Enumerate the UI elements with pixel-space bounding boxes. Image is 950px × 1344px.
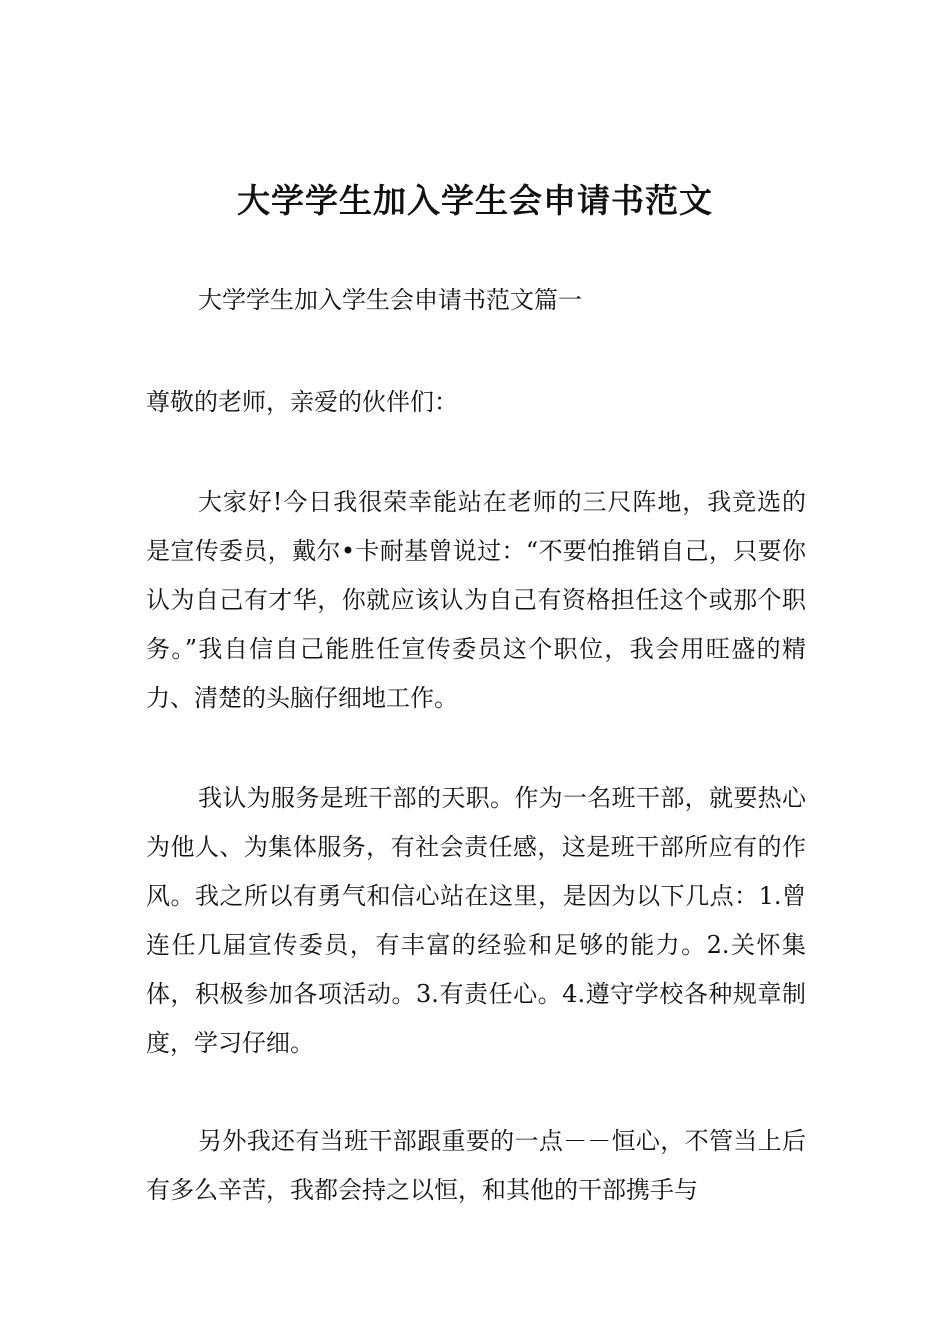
body-paragraph: 另外我还有当班干部跟重要的一点－－恒心，不管当上后有多么辛苦，我都会持之以恒，和其他的干部携手与 bbox=[146, 1127, 806, 1204]
body-paragraph: 大家好!今日我很荣幸能站在老师的三尺阵地，我竞选的是宣传委员，戴尔•卡耐基曾说过：“不要怕推销自己，只要你认为自己有才华，你就应该认为自己有资格担任这个或那个职务。”我自信自己能胜任宣传委员这个职位，我会用旺盛的精力、清楚的头脑仔细地工作。 bbox=[146, 488, 806, 712]
salutation: 尊敬的老师，亲爱的伙伴们： bbox=[146, 388, 458, 416]
section-subtitle: 大学学生加入学生会申请书范文篇一 bbox=[198, 286, 582, 314]
body-paragraph: 我认为服务是班干部的天职。作为一名班干部，就要热心为他人、为集体服务，有社会责任感，这是班干部所应有的作风。我之所以有勇气和信心站在这里，是因为以下几点：1.曾连任几届宣传委员，有丰富的经验和足够的能力。2.关怀集体，积极参加各项活动。3.有责任心。4.遵守学校各种规章制度，学习仔细。 bbox=[146, 784, 806, 1057]
document-title: 大学学生加入学生会申请书范文 bbox=[237, 181, 713, 220]
